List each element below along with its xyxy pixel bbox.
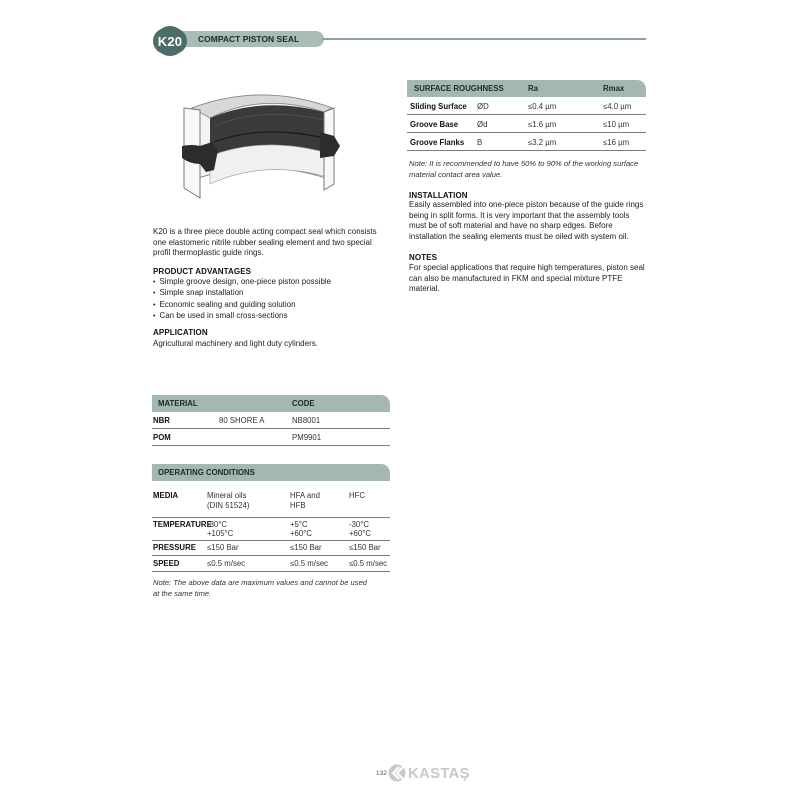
brand-chevron-icon	[388, 764, 406, 782]
seal-image	[178, 86, 346, 206]
header-divider	[322, 38, 646, 40]
product-code-badge	[153, 28, 187, 54]
row-label: SPEED	[153, 559, 180, 568]
table-row	[152, 429, 390, 446]
cell: +60°C	[290, 529, 312, 538]
cell: +105°C	[207, 529, 234, 538]
surface-roughness-note: Note: It is recommended to have 50% to 90% of the working surface material contact area value.	[409, 159, 639, 179]
cell: Mineral oils	[207, 491, 247, 500]
cell: HFC	[349, 491, 366, 500]
notes-heading: NOTES	[409, 253, 438, 262]
row-label: Groove Flanks	[410, 138, 465, 147]
product-title-bar	[180, 31, 324, 47]
application-heading: APPLICATION	[153, 328, 208, 337]
column-header: Rmax	[603, 84, 625, 93]
cell: HFB	[290, 501, 306, 510]
product-title: COMPACT PISTON SEAL	[198, 34, 300, 44]
row-label: POM	[153, 433, 171, 442]
cell: ≤4.0 µm	[603, 102, 632, 111]
surface-roughness-table	[407, 80, 646, 151]
cell: ≤150 Bar	[207, 543, 239, 552]
list-item: • Simple groove design, one-piece piston possible	[153, 277, 393, 288]
table-title: OPERATING CONDITIONS	[158, 468, 255, 477]
column-header: CODE	[292, 399, 315, 408]
table-header	[152, 464, 390, 481]
cell: ØD	[477, 102, 489, 111]
cell: ≤10 µm	[603, 120, 630, 129]
table-row	[152, 556, 390, 572]
cell: -30°C	[207, 520, 228, 529]
column-header: SURFACE ROUGHNESS	[414, 84, 504, 93]
row-label: MEDIA	[153, 491, 179, 500]
table-header	[407, 80, 646, 97]
table-row	[152, 518, 390, 541]
column-header: Ra	[528, 84, 538, 93]
row-label: TEMPERATURE	[153, 520, 212, 529]
list-item: • Can be used in small cross-sections	[153, 311, 393, 322]
cell: ≤0.5 m/sec	[207, 559, 246, 568]
list-item: • Simple snap installation	[153, 288, 393, 299]
material-table	[152, 395, 390, 446]
table-row	[152, 412, 390, 429]
cell: Ød	[477, 120, 488, 129]
cell: NB8001	[292, 416, 321, 425]
cell: PM9901	[292, 433, 322, 442]
brand-name: KASTAŞ	[408, 764, 470, 782]
intro-paragraph: K20 is a three piece double acting compact seal which consists one elastomeric nitrile rubber sealing element and two special profil thermoplastic guide rings.	[153, 227, 377, 258]
cell: ≤150 Bar	[290, 543, 322, 552]
cell: ≤16 µm	[603, 138, 630, 147]
cell: +5°C	[290, 520, 308, 529]
cell: ≤0.4 µm	[528, 102, 557, 111]
cell: ≤150 Bar	[349, 543, 381, 552]
cell: ≤0.5 m/sec	[290, 559, 329, 568]
table-header	[152, 395, 390, 412]
row-label: PRESSURE	[153, 543, 196, 552]
table-row	[407, 133, 646, 151]
list-item: • Economic sealing and guiding solution	[153, 300, 393, 311]
cell: (DIN 51524)	[207, 501, 250, 510]
installation-heading: INSTALLATION	[409, 191, 468, 200]
page-number: 132	[376, 770, 387, 777]
table-row	[152, 541, 390, 556]
brand-logo	[388, 763, 470, 783]
operating-conditions-note: Note: The above data are maximum values and cannot be used at the same time.	[153, 578, 368, 598]
cell: HFA and	[290, 491, 320, 500]
cell: ≤0.5 m/sec	[349, 559, 388, 568]
advantages-list	[153, 277, 393, 323]
notes-text: For special applications that require high temperatures, piston seal can also be manufactured in FKM and special mixture PTFE material.	[409, 263, 645, 294]
cell: ≤1.6 µm	[528, 120, 557, 129]
product-code: K20	[157, 33, 183, 49]
advantages-heading: PRODUCT ADVANTAGES	[153, 267, 252, 276]
column-header: MATERIAL	[158, 399, 198, 408]
cell: B	[477, 138, 483, 147]
cell: ≤3.2 µm	[528, 138, 557, 147]
application-text: Agricultural machinery and light duty cylinders.	[153, 339, 318, 348]
row-label: Sliding Surface	[410, 102, 467, 111]
operating-conditions-table	[152, 464, 390, 572]
table-row	[407, 115, 646, 133]
cell: +60°C	[349, 529, 371, 538]
table-row	[152, 481, 390, 518]
cell: 80 SHORE A	[219, 416, 265, 425]
row-label: Groove Base	[410, 120, 459, 129]
installation-text: Easily assembled into one-piece piston because of the guide rings being in split forms. It is very important that the assembly tools must be of soft material and have no sharp edges. Before installation the sealing elements must be oiled with system oil.	[409, 200, 644, 241]
cell: -30°C	[349, 520, 370, 529]
row-label: NBR	[153, 416, 170, 425]
table-row	[407, 97, 646, 115]
